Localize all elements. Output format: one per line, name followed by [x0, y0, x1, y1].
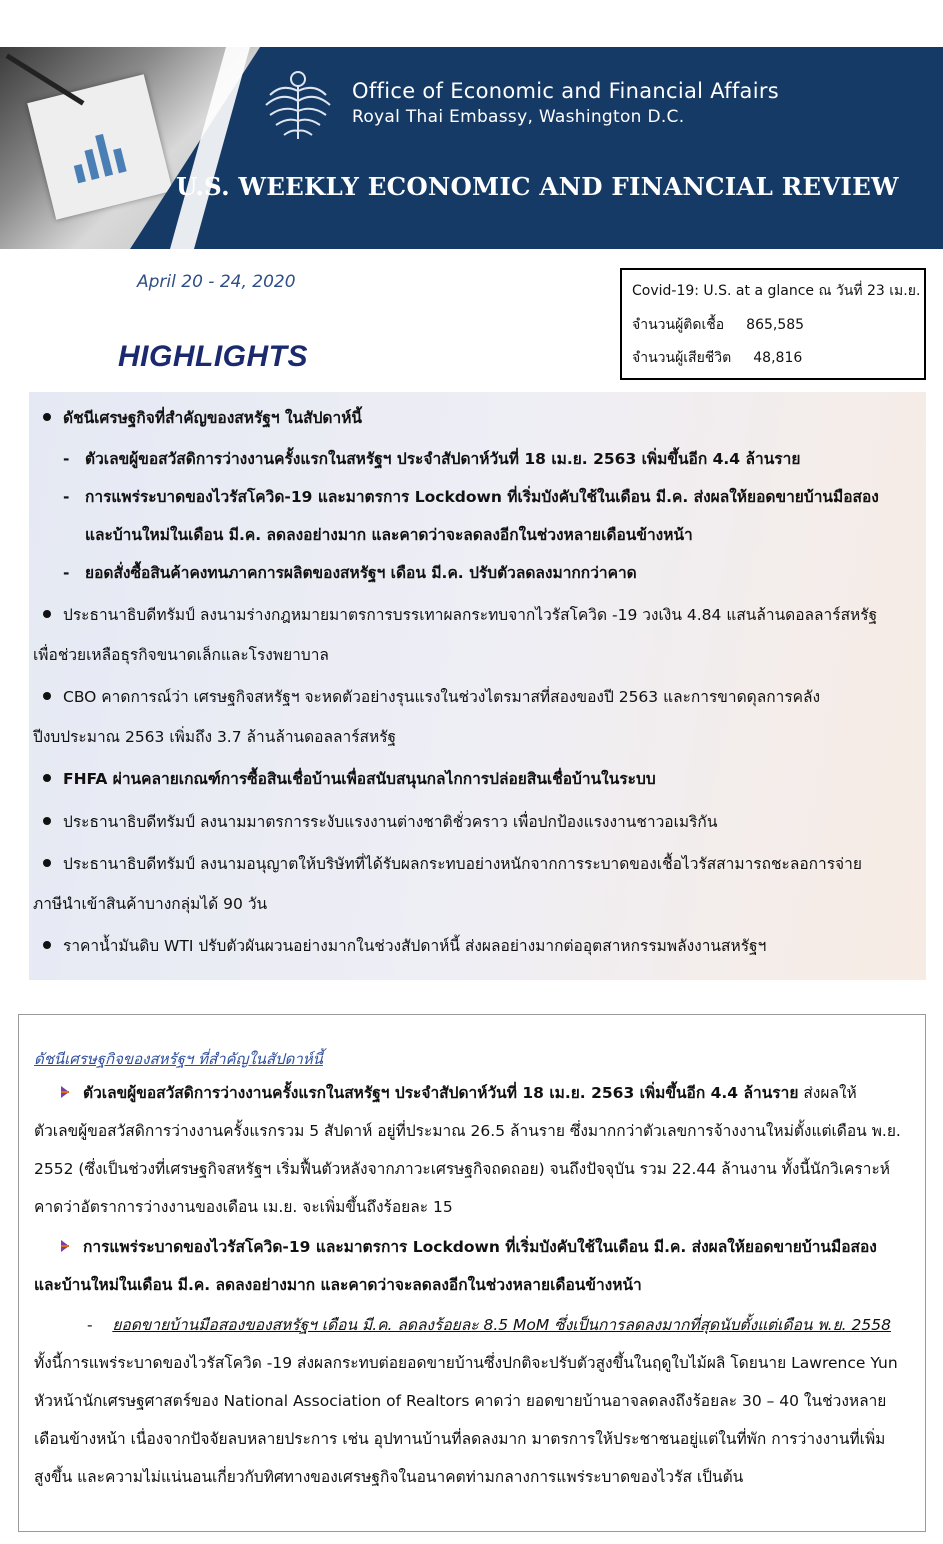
bullet-icon [43, 817, 51, 825]
highlight-item: ประธานาธิบดีทรัมป์ ลงนามร่างกฎหมายมาตรการบรรเทาผลกระทบจากไวรัสโควิด -19 วงเงิน 4.84 แสนล้านดอลลาร์สหรัฐ [43, 605, 877, 626]
deaths-label: จำนวนผู้เสียชีวิต [632, 350, 732, 366]
paragraph-2-line-1: การแพร่ระบาดของไวรัสโควิด-19 และมาตรการ Lockdown ที่เริ่มบังคับใช้ในเดือน มี.ค. ส่งผลให้ยอดขายบ้านมือสอง [59, 1237, 877, 1258]
paragraph-1-line-4: คาดว่าอัตราการว่างงานของเดือน เม.ย. จะเพิ่มขึ้นถึงร้อยละ 15 [34, 1198, 453, 1216]
paragraph-1-line-1: ตัวเลขผู้ขอสวัสดิการว่างงานครั้งแรกในสหรัฐฯ ประจำสัปดาห์วันที่ 18 เม.ย. 2563 เพิ่มขึ้นอีก 4.4 ล้านราย ส่งผลให้ [59, 1083, 857, 1104]
highlight-item-cont: เพื่อช่วยเหลือธุรกิจขนาดเล็กและโรงพยาบาล [33, 646, 329, 664]
highlight-item: ประธานาธิบดีทรัมป์ ลงนามมาตรการระงับแรงงานต่างชาติชั่วคราว เพื่อปกป้องแรงงานชาวอเมริกัน [43, 812, 717, 833]
deaths-row [632, 347, 802, 369]
paragraph-3-line-2: ทั้งนี้การแพร่ระบาดของไวรัสโควิด -19 ส่งผลกระทบต่อยอดขายบ้านซึ่งปกติจะปรับตัวสูงขึ้นในฤดูใบไม้ผลิ โดยนาย Lawrence Yun [34, 1354, 898, 1372]
infected-value: 865,585 [746, 317, 805, 333]
bullet-icon [43, 774, 51, 782]
bullet-icon [43, 413, 51, 421]
highlight-item: ประธานาธิบดีทรัมป์ ลงนามอนุญาตให้บริษัทที่ได้รับผลกระทบอย่างหนักจากการระบาดของเชื้อไวรัสสามารถชะลอการจ่าย [43, 854, 862, 875]
detail-section [18, 1014, 926, 1532]
covid-summary-box [620, 268, 926, 380]
office-title: Office of Economic and Financial Affairs [352, 79, 780, 103]
highlight-item-cont: ปีงบประมาณ 2563 เพิ่มถึง 3.7 ล้านล้านดอลลาร์สหรัฐ [33, 728, 397, 746]
arrow-bullet-icon [59, 1085, 71, 1099]
paragraph-1-line-2: ตัวเลขผู้ขอสวัสดิการว่างงานครั้งแรกรวม 5 สัปดาห์ อยู่ที่ประมาณ 26.5 ล้านราย ซึ่งมากกว่าตัวเลขการจ้างงานใหม่ตั้งแต่เดือน พ.ย. [34, 1122, 901, 1140]
bullet-icon [43, 610, 51, 618]
paragraph-3-line-5: สูงขึ้น และความไม่แน่นอนเกี่ยวกับทิศทางของเศรษฐกิจในอนาคตท่ามกลางการแพร่ระบาดของไวรัส เป็นต้น [34, 1468, 744, 1486]
bullet-icon [43, 941, 51, 949]
arrow-bullet-icon [59, 1239, 71, 1253]
deaths-value: 48,816 [753, 350, 803, 366]
highlight-subitem: - ตัวเลขผู้ขอสวัสดิการว่างงานครั้งแรกในสหรัฐฯ ประจำสัปดาห์วันที่ 18 เม.ย. 2563 เพิ่มขึ้นอีก 4.4 ล้านราย [63, 450, 801, 468]
paragraph-2-line-2: และบ้านใหม่ในเดือน มี.ค. ลดลงอย่างมาก และคาดว่าจะลดลงอีกในช่วงหลายเดือนข้างหน้า [34, 1276, 642, 1294]
highlight-subitem: - ยอดสั่งซื้อสินค้าคงทนภาคการผลิตของสหรัฐฯ เดือน มี.ค. ปรับตัวลดลงมากกว่าคาด [63, 564, 637, 582]
highlight-item: FHFA ผ่านคลายเกณฑ์การซื้อสินเชื่อบ้านเพื่อสนับสนุนกลไกการปล่อยสินเชื่อบ้านในระบบ [43, 769, 656, 790]
highlight-subitem: - การแพร่ระบาดของไวรัสโควิด-19 และมาตรการ Lockdown ที่เริ่มบังคับใช้ในเดือน มี.ค. ส่งผลให้ยอดขายบ้านมือสอง [63, 488, 879, 506]
infected-row [632, 314, 804, 336]
highlight-item: ราคาน้ำมันดิบ WTI ปรับตัวผันผวนอย่างมากในช่วงสัปดาห์นี้ ส่งผลอย่างมากต่ออุตสาหกรรมพลังงานสหรัฐฯ [43, 936, 766, 957]
paragraph-1-line-3: 2552 (ซึ่งเป็นช่วงที่เศรษฐกิจสหรัฐฯ เริ่มฟื้นตัวหลังจากภาวะเศรษฐกิจถดถอย) จนถึงปัจจุบัน รวม 22.44 ล้านงาน ทั้งนี้นักวิเคราะห์ [34, 1160, 890, 1178]
highlights-panel [29, 392, 926, 980]
bullet-icon [43, 692, 51, 700]
highlight-subitem-cont: และบ้านใหม่ในเดือน มี.ค. ลดลงอย่างมาก และคาดว่าจะลดลงอีกในช่วงหลายเดือนข้างหน้า [85, 526, 693, 544]
highlights-title: HIGHLIGHTS [118, 340, 308, 373]
paragraph-3-line-1: - ยอดขายบ้านมือสองของสหรัฐฯ เดือน มี.ค. ลดลงร้อยละ 8.5 MoM ซึ่งเป็นการลดลงมากที่สุดนับตั้งแต่เดือน พ.ย. 2558 [87, 1316, 891, 1334]
garuda-emblem-icon [262, 65, 334, 145]
office-subtitle: Royal Thai Embassy, Washington D.C. [352, 107, 685, 127]
paragraph-3-line-3: หัวหน้านักเศรษฐศาสตร์ของ National Association of Realtors คาดว่า ยอดขายบ้านอาจลดลงถึงร้อยละ 30 – 40 ในช่วงหลาย [34, 1392, 887, 1410]
infected-label: จำนวนผู้ติดเชื้อ [632, 317, 725, 333]
highlight-item: CBO คาดการณ์ว่า เศรษฐกิจสหรัฐฯ จะหดตัวอย่างรุนแรงในช่วงไตรมาสที่สองของปี 2563 และการขาดดุลการคลัง [43, 687, 820, 708]
header-banner [0, 47, 943, 249]
paragraph-3-line-4: เดือนข้างหน้า เนื่องจากปัจจัยลบหลายประการ เช่น อุปทานบ้านที่ลดลงมาก มาตรการให้ประชาชนอยู่แต่ในที่พัก การว่างงานที่เพิ่ม [34, 1430, 886, 1448]
bullet-icon [43, 859, 51, 867]
section-title: ดัชนีเศรษฐกิจของสหรัฐฯ ที่สำคัญในสัปดาห์นี้ [34, 1050, 323, 1068]
covid-box-title: Covid-19: U.S. at a glance ณ วันที่ 23 เม.ย. [632, 283, 921, 299]
date-range: April 20 - 24, 2020 [137, 272, 296, 292]
review-title: U.S. WEEKLY ECONOMIC AND FINANCIAL REVIEW [176, 172, 899, 201]
document-chart-image [27, 74, 172, 219]
highlight-item-cont: ภาษีนำเข้าสินค้าบางกลุ่มได้ 90 วัน [33, 895, 268, 913]
highlight-item: ดัชนีเศรษฐกิจที่สำคัญของสหรัฐฯ ในสัปดาห์นี้ [43, 408, 362, 429]
